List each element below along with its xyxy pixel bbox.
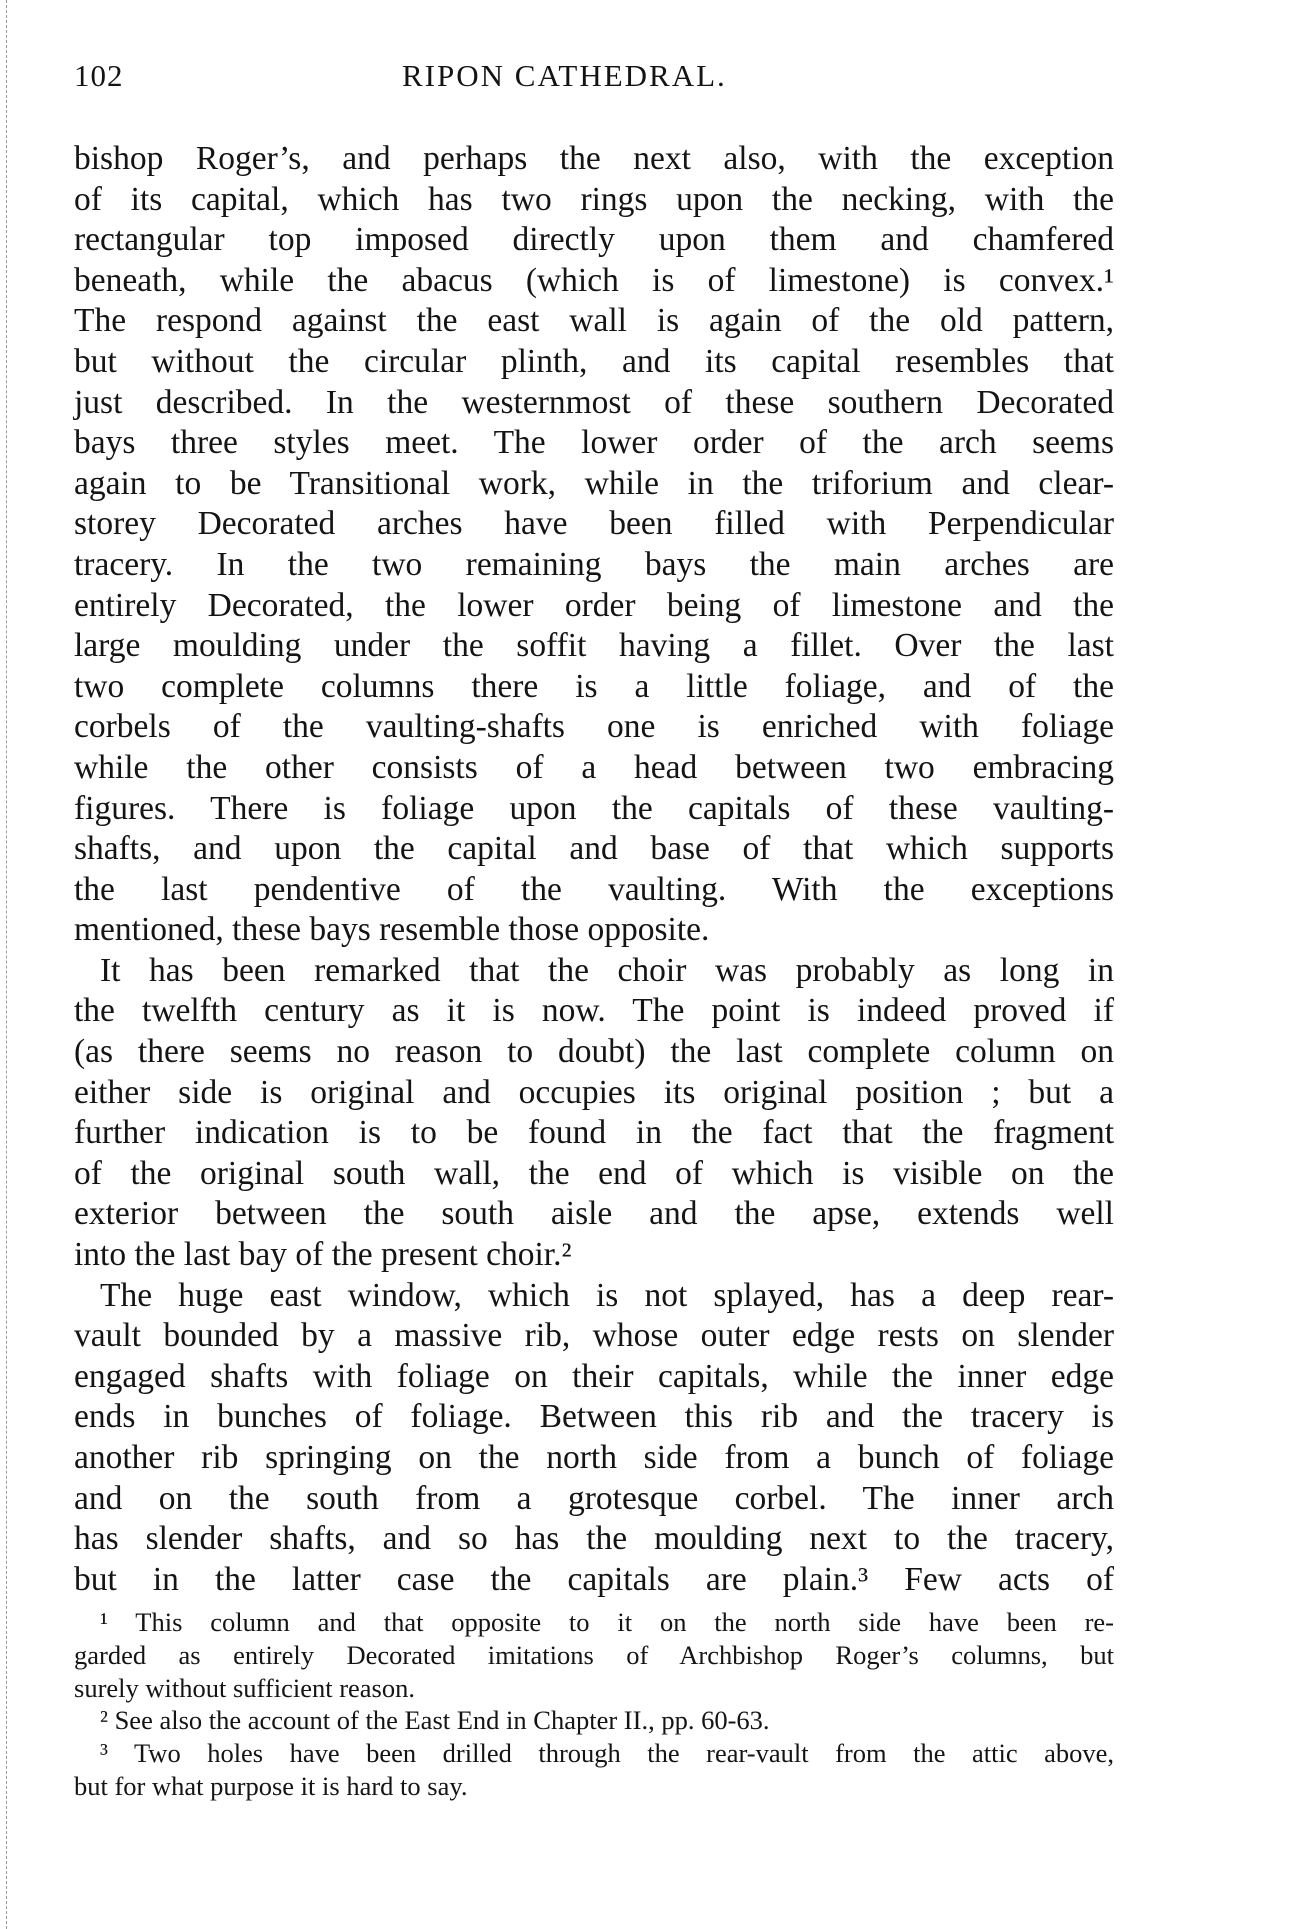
page-number: 102	[74, 58, 124, 93]
text-line: but in the latter case the capitals are plain.³ Few acts of	[74, 1560, 1114, 1598]
text-line: of the original south wall, the end of which is visible on the	[74, 1154, 1114, 1192]
running-header	[74, 58, 1114, 98]
text-line: The respond against the east wall is again of the old pattern,	[74, 302, 1114, 340]
text-line: (as there seems no reason to doubt) the last complete column on	[74, 1033, 1114, 1071]
text-line: bays three styles meet. The lower order of the arch seems	[74, 424, 1114, 462]
text-line: figures. There is foliage upon the capitals of these vaulting-	[74, 789, 1114, 827]
text-line: another rib springing on the north side from a bunch of foliage	[74, 1439, 1114, 1476]
text-line: entirely Decorated, the lower order being of limestone and the	[74, 586, 1114, 624]
text-line: and on the south from a grotesque corbel. The inner arch	[74, 1479, 1114, 1517]
footnote-line: ¹ This column and that opposite to it on the north side have been re-	[100, 1607, 1114, 1637]
text-line: just described. In the westernmost of these southern Decorated	[74, 383, 1114, 421]
text-line: of its capital, which has two rings upon the necking, with the	[74, 180, 1114, 218]
text-line: beneath, while the abacus (which is of limestone) is convex.¹	[74, 261, 1114, 299]
text-line: exterior between the south aisle and the apse, extends well	[74, 1195, 1114, 1233]
footnotes	[74, 1606, 1114, 1803]
text-line: bishop Roger’s, and perhaps the next also, with the exception	[74, 140, 1114, 177]
text-line: but without the circular plinth, and its capital resembles that	[74, 342, 1114, 380]
footnote-line: but for what purpose it is hard to say.	[74, 1770, 468, 1801]
footnote-line: garded as entirely Decorated imitations of Archbishop Roger’s columns, but	[74, 1639, 1114, 1670]
footnote-line: ³ Two holes have been drilled through the rear-vault from the attic above,	[100, 1738, 1114, 1769]
running-title: RIPON CATHEDRAL.	[402, 58, 727, 93]
text-line: while the other consists of a head between two embracing	[74, 748, 1114, 786]
text-line: ends in bunches of foliage. Between this rib and the tracery is	[74, 1398, 1114, 1436]
text-line: corbels of the vaulting-shafts one is enriched with foliage	[74, 708, 1114, 746]
body-text	[74, 139, 1114, 1600]
text-line: either side is original and occupies its original position ; but a	[74, 1073, 1114, 1111]
text-line: engaged shafts with foliage on their capitals, while the inner edge	[74, 1357, 1114, 1395]
text-line: vault bounded by a massive rib, whose outer edge rests on slender	[74, 1317, 1114, 1355]
text-line: mentioned, these bays resemble those opposite.	[74, 911, 710, 949]
text-line: two complete columns there is a little foliage, and of the	[74, 667, 1114, 705]
footnote-line: surely without sufficient reason.	[74, 1672, 415, 1703]
text-line: again to be Transitional work, while in the triforium and clear-	[74, 464, 1114, 502]
page-edge-line	[6, 0, 7, 1929]
footnote-line: ² See also the account of the East End in Chapter II., pp. 60-63.	[100, 1705, 770, 1736]
text-line: rectangular top imposed directly upon them and chamfered	[74, 221, 1114, 259]
text-line: has slender shafts, and so has the moulding next to the tracery,	[74, 1520, 1114, 1558]
text-line: The huge east window, which is not splayed, has a deep rear-	[100, 1276, 1114, 1314]
text-line: tracery. In the two remaining bays the main arches are	[74, 545, 1114, 583]
text-line: the last pendentive of the vaulting. With the exceptions	[74, 870, 1114, 908]
text-line: It has been remarked that the choir was probably as long in	[100, 951, 1114, 989]
text-line: further indication is to be found in the fact that the fragment	[74, 1114, 1114, 1152]
text-line: storey Decorated arches have been filled with Perpendicular	[74, 505, 1114, 543]
text-line: into the last bay of the present choir.²	[74, 1236, 572, 1274]
text-line: shafts, and upon the capital and base of that which supports	[74, 830, 1114, 868]
text-line: large moulding under the soffit having a fillet. Over the last	[74, 627, 1114, 665]
text-line: the twelfth century as it is now. The point is indeed proved if	[74, 992, 1114, 1030]
